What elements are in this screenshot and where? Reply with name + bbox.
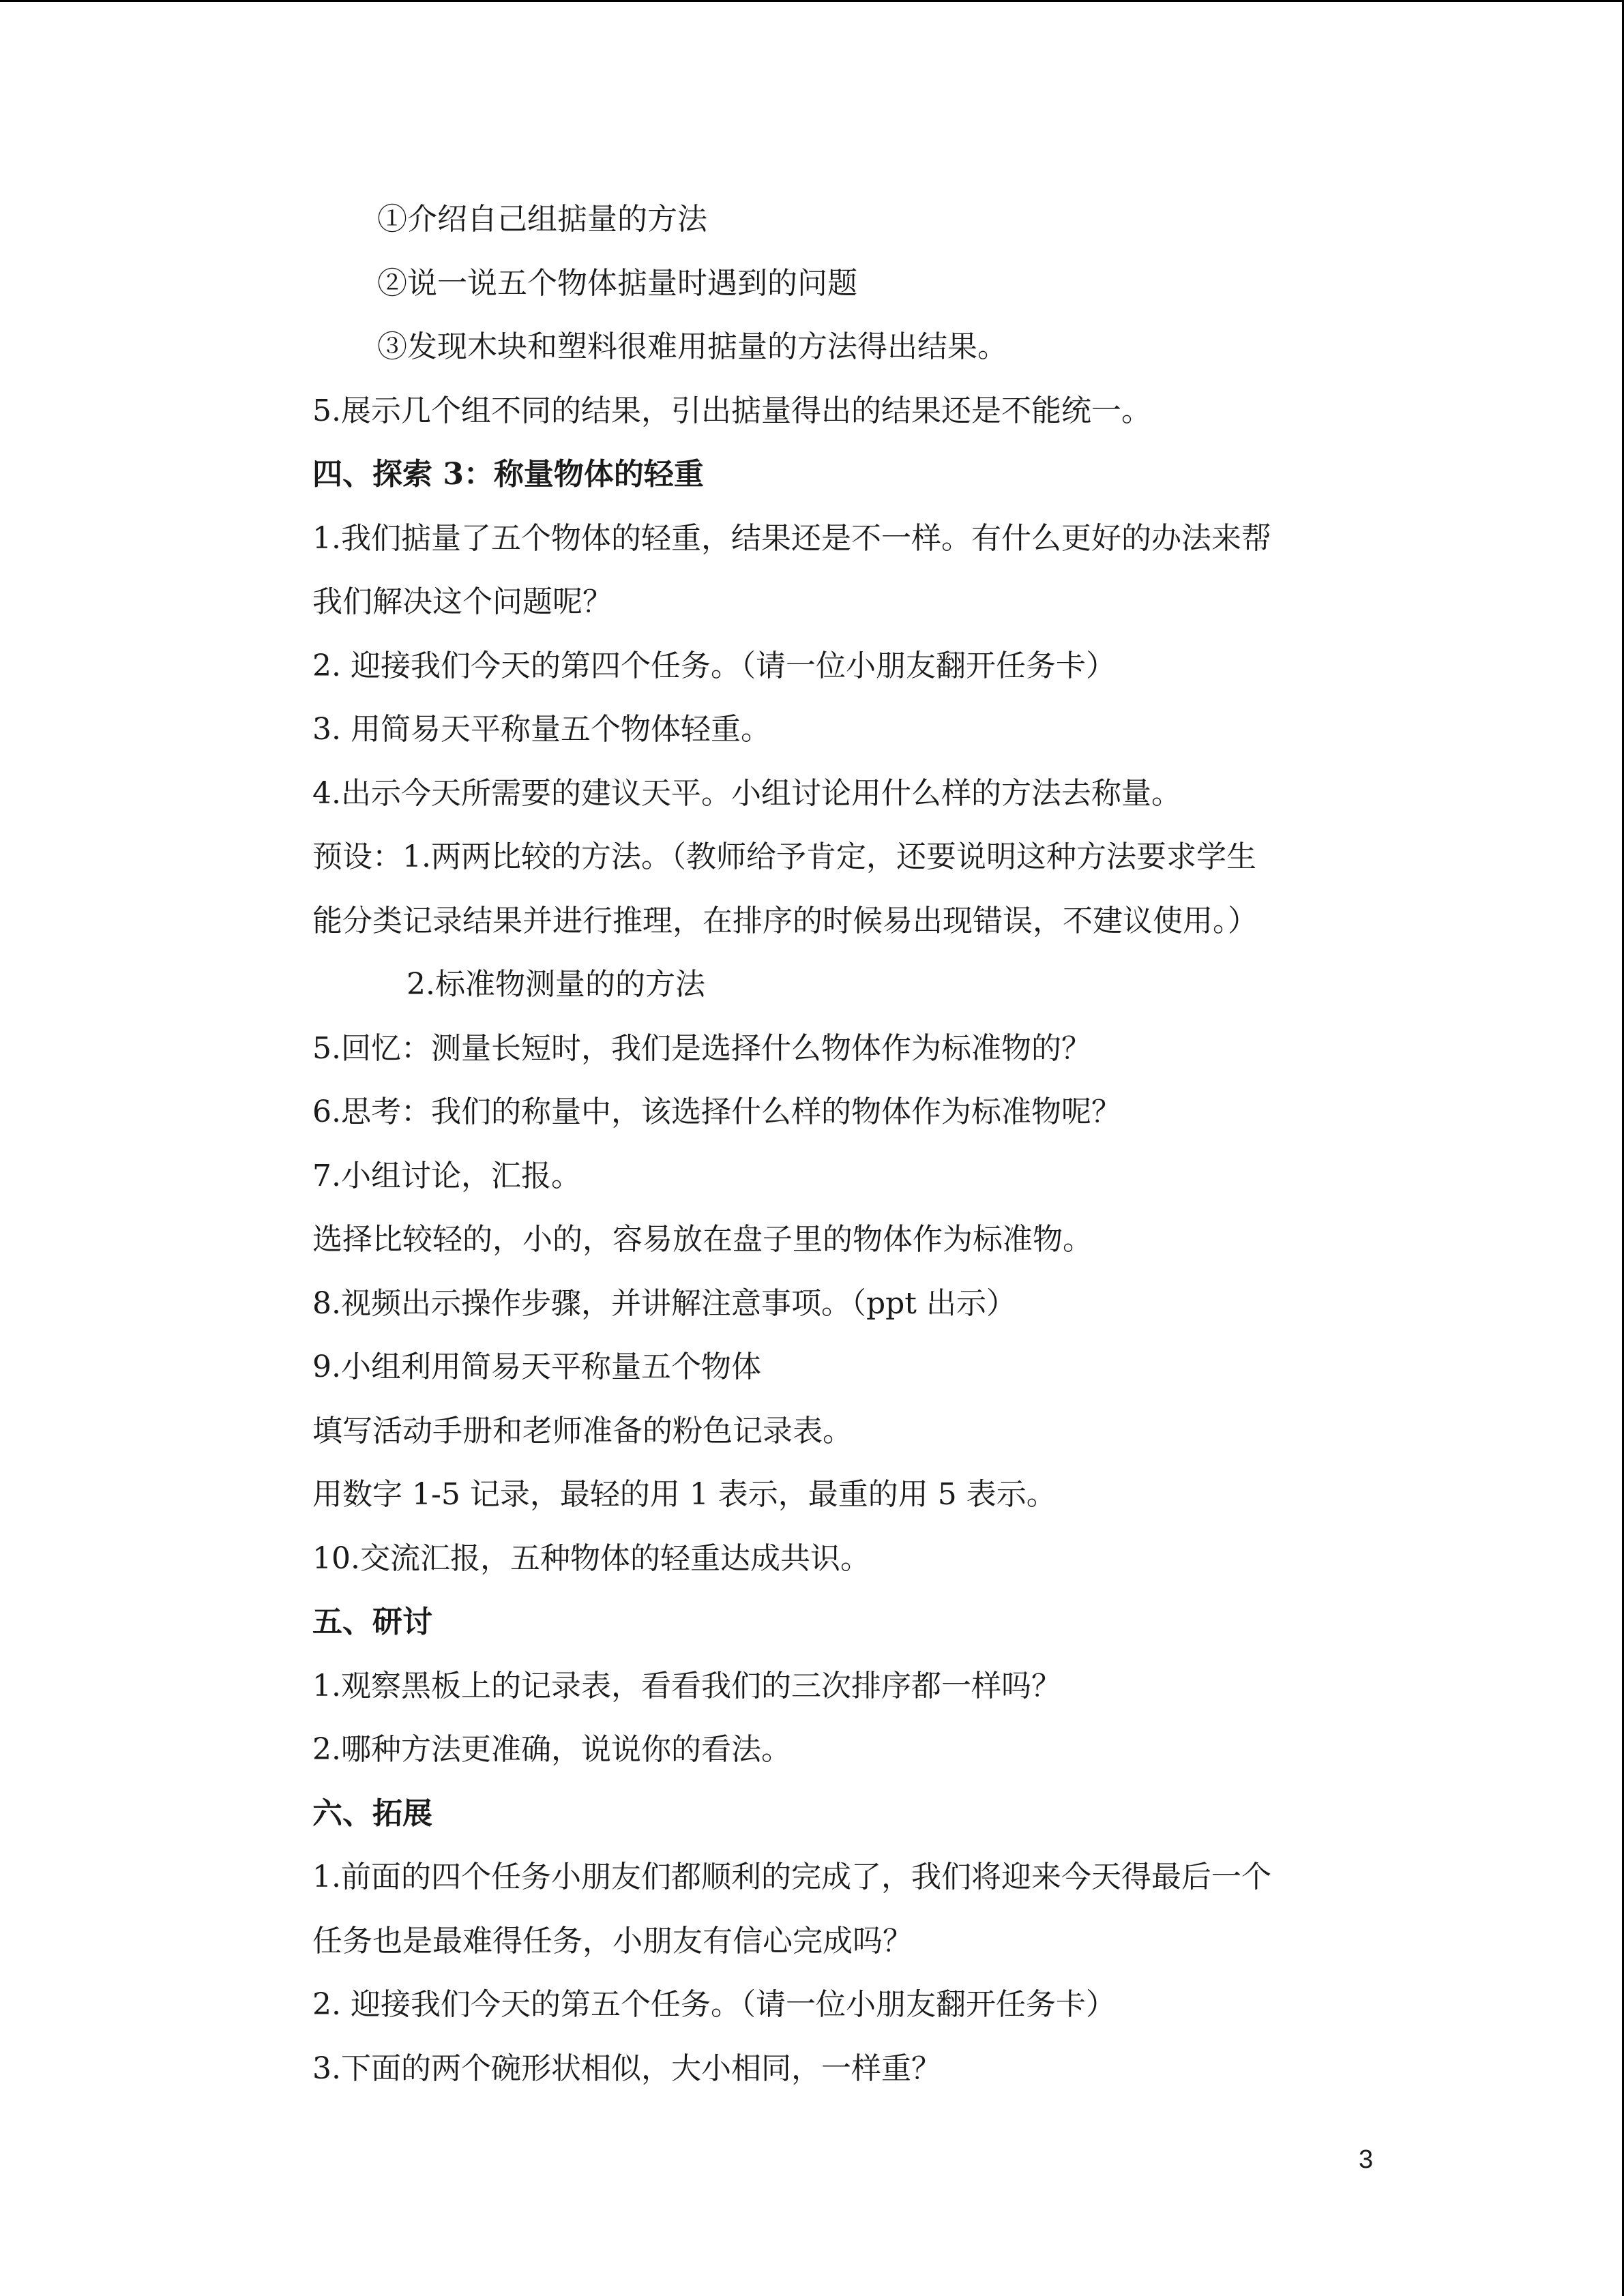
text-line: 5.回忆：测量长短时，我们是选择什么物体作为标准物的？ xyxy=(312,1030,1091,1066)
text-line: 4.出示今天所需要的建议天平。小组讨论用什么样的方法去称量。 xyxy=(312,775,1181,811)
section-heading: 六、拓展 xyxy=(312,1795,432,1831)
text-line: 3. 用简易天平称量五个物体轻重。 xyxy=(312,712,771,747)
page-content xyxy=(312,188,1376,2100)
text-line: 9.小组利用简易天平称量五个物体 xyxy=(312,1350,761,1384)
text-line: 用数字 1-5 记录，最轻的用 1 表示，最重的用 5 表示。 xyxy=(312,1477,1057,1512)
text-line: ②说一说五个物体掂量时遇到的问题 xyxy=(377,265,857,301)
text-line: 1.我们掂量了五个物体的轻重，结果还是不一样。有什么更好的办法来帮 xyxy=(312,520,1271,556)
text-line: 8.视频出示操作步骤，并讲解注意事项。（ppt 出示） xyxy=(312,1285,1016,1321)
text-line: 1.观察黑板上的记录表，看看我们的三次排序都一样吗？ xyxy=(312,1668,1061,1703)
text-line: 2.标准物测量的的方法 xyxy=(407,967,705,1002)
text-line: 3.下面的两个碗形状相似，大小相同，一样重？ xyxy=(312,2051,941,2086)
text-line: 选择比较轻的，小的，容易放在盘子里的物体作为标准物。 xyxy=(312,1222,1093,1257)
text-line: 7.小组讨论，汇报。 xyxy=(312,1158,581,1193)
text-line: ③发现木块和塑料很难用掂量的方法得出结果。 xyxy=(377,329,1007,364)
text-line: ①介绍自己组掂量的方法 xyxy=(377,202,707,237)
page-number: 3 xyxy=(1359,2145,1374,2174)
text-line: 2.哪种方法更准确，说说你的看法。 xyxy=(312,1732,791,1767)
text-line: 6.思考：我们的称量中，该选择什么样的物体作为标准物呢？ xyxy=(312,1094,1121,1129)
text-line: 10.交流汇报，五种物体的轻重达成共识。 xyxy=(312,1540,870,1576)
text-line: 2. 迎接我们今天的第四个任务。（请一位小朋友翻开任务卡） xyxy=(312,648,1116,683)
text-line: 预设：1.两两比较的方法。（教师给予肯定，还要说明这种方法要求学生 xyxy=(312,839,1256,874)
section-heading: 四、探索 3：称量物体的轻重 xyxy=(312,457,704,492)
text-line: 5.展示几个组不同的结果，引出掂量得出的结果还是不能统一。 xyxy=(312,393,1151,428)
text-line: 2. 迎接我们今天的第五个任务。（请一位小朋友翻开任务卡） xyxy=(312,1987,1116,2022)
top-border-line xyxy=(0,0,1624,2)
text-line: 我们解决这个问题呢？ xyxy=(312,584,612,619)
section-heading: 五、研讨 xyxy=(312,1605,432,1639)
text-line: 能分类记录结果并进行推理，在排序的时候易出现错误，不建议使用。） xyxy=(312,903,1258,938)
text-line: 任务也是最难得任务，小朋友有信心完成吗？ xyxy=(312,1923,913,1958)
text-line: 填写活动手册和老师准备的粉色记录表。 xyxy=(312,1413,853,1448)
text-line: 1.前面的四个任务小朋友们都顺利的完成了，我们将迎来今天得最后一个 xyxy=(312,1860,1271,1894)
